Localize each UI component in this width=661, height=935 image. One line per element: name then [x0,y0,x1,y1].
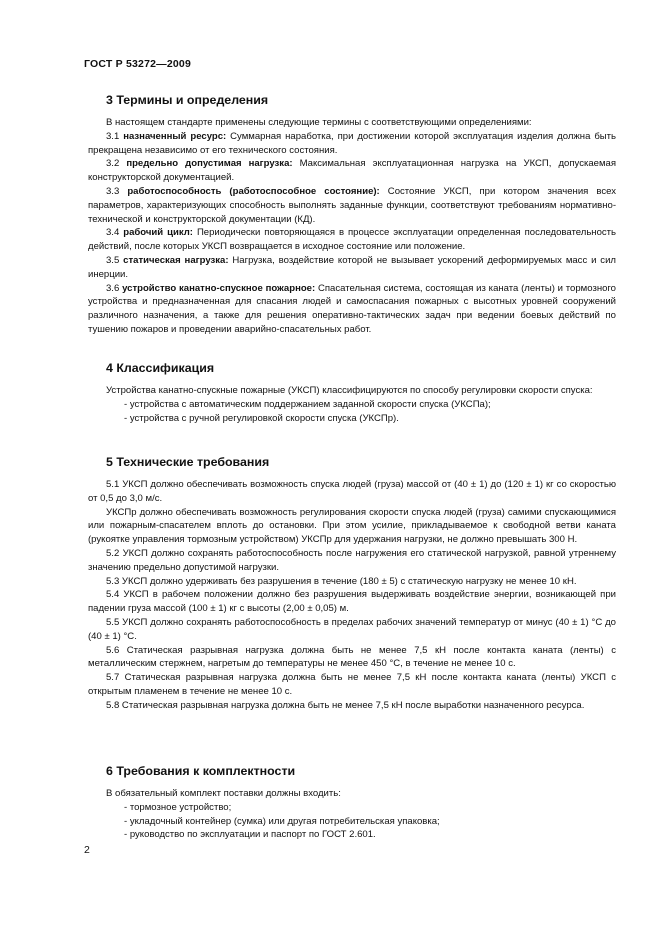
req-5-7: 5.7 Статическая разрывная нагрузка должна быть не менее 7,5 кН после контакта каната (ленты) УКСП с открытым пламенем в течение не менее 10 с. [88,672,616,697]
req-5-1: 5.1 УКСП должно обеспечивать возможность спуска людей (груза) массой от (40 ± 1) до (120 ± 1) кг со скоростью от 0,5 до 3,0 м/с. [88,479,616,504]
section-3-body [88,116,616,337]
req-5-3: 5.3 УКСП должно удерживать без разрушения в течение (180 ± 5) с статическую нагрузку не менее 10 кН. [106,575,577,587]
section-4-title: 4 Классификация [106,361,215,375]
term-3-6: 3.6 устройство канатно-спускное пожарное: Спасательная система, состоящая из каната (ленты) и тормозного устройства и предназначенная для спасания людей и самоспасания пожарных с высотных уровней сооружений различного назначения, а также для решения оперативно-тактических задач при ведении боевых действий по тушению пожаров и проведении аварийно-спасательных работ. [88,282,616,335]
section-4-intro: Устройства канатно-спускные пожарные (УКСП) классифицируются по способу регулировки скорости спуска: [106,385,593,396]
req-5-5: 5.5 УКСП должно сохранять работоспособность в пределах рабочих значений температур от минус (40 ± 1) °С до (40 ± 1) °С. [88,616,616,642]
list-item: - устройства с автоматическим поддержанием заданной скорости спуска (УКСПа); [124,398,491,410]
term-3-1: 3.1 назначенный ресурс: Суммарная наработка, при достижении которой эксплуатация изделия должна быть прекращена независимо от его технического состояния. [88,130,617,156]
list-item: - устройства с ручной регулировкой скорости спуска (УКСПр). [124,412,399,424]
section-6-intro: В обязательный комплект поставки должны входить: [106,788,341,799]
term-3-5: 3.5 статическая нагрузка: Нагрузка, воздействие которой не вызывает ускорений деформируемых масс и сил инерции. [88,254,616,280]
term-3-4: 3.4 рабочий цикл: Периодически повторяющаяся в процессе эксплуатации определенная последовательность действий, после которых УКСП возвращается в исходное состояние или положение. [88,227,616,253]
req-5-8: 5.8 Статическая разрывная нагрузка должна быть не менее 7,5 кН после выработки назначенного ресурса. [106,699,585,711]
section-4-body [88,384,616,425]
document-code-header: ГОСТ Р 53272—2009 [84,58,192,70]
section-5-title: 5 Технические требования [106,455,270,469]
page-number: 2 [84,844,90,856]
section-5-body [88,478,616,713]
req-5-6: 5.6 Статическая разрывная нагрузка должна быть не менее 7,5 кН после контакта каната (ленты) с металлическим стержнем, нагретым до температуры не менее 450 °С, в течение не менее 10 с. [88,644,616,670]
section-6-title: 6 Требования к комплектности [106,764,296,778]
term-3-2: 3.2 предельно допустимая нагрузка: Максимальная эксплуатационная нагрузка на УКСП, допускаемая конструкторской документацией. [88,158,617,184]
section-3-intro: В настоящем стандарте применены следующие термины с соответствующими определениями: [106,117,532,128]
req-5-2: 5.2 УКСП должно сохранять работоспособность после нагружения его статической нагрузкой, равной утреннему значению предельно допустимой нагрузки. [88,547,616,573]
section-6-body [88,787,616,842]
term-3-3: 3.3 работоспособность (работоспособное состояние): Состояние УКСП, при котором значения всех параметров, характеризующих способность выполнять заданные функции, соответствуют требованиям нормативно-технической и конструкторской документации (КД). [88,185,616,225]
req-5-4: 5.4 УКСП в рабочем положении должно без разрушения выдерживать воздействие энергии, возникающей при падении груза массой (100 ± 1) кг с высоты (2,00 ± 0,05) м. [88,589,616,615]
section-3-title: 3 Термины и определения [106,93,269,107]
list-item: - тормозное устройство; [124,801,232,813]
req-5-1-ukspr: УКСПр должно обеспечивать возможность регулирования скорости спуска людей (груза) самими спускающимися или пожарным-спасателем вплоть до остановки. При этом усилие, прикладываемое к свободной ветви каната (рукоятке управления тормозным устройством) УКСПр для удержания нагрузки, не должно превышать 300 Н. [88,506,616,546]
list-item: - руководство по эксплуатации и паспорт по ГОСТ 2.601. [124,829,376,841]
list-item: - укладочный контейнер (сумка) или другая потребительская упаковка; [124,815,440,827]
